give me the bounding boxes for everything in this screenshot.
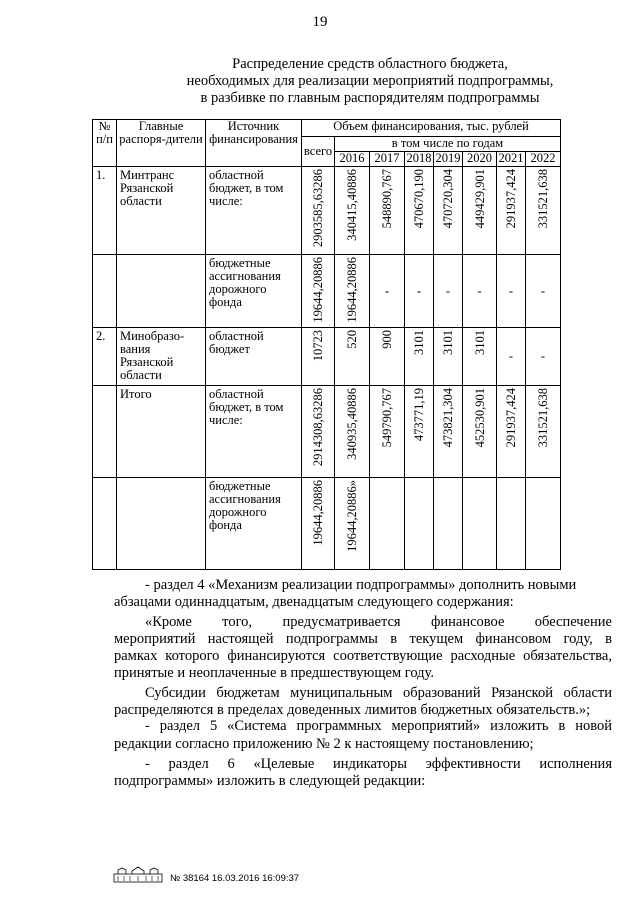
row-year-value: 3101 [412,330,426,355]
paragraph-2-line-1: «Кроме того, предусматривается финансовое обеспечение [145,614,612,630]
page-title [100,56,640,107]
header-year: 2019 [435,151,461,165]
row-source: областной бюджет, в том числе: [206,386,302,478]
row-year-value: 291937,424 [504,388,518,448]
header-managers: Главные распоря-дители [117,120,206,167]
header-year: 2020 [463,152,497,167]
row-year-value: 452530,901 [472,388,487,448]
paragraph-4-line-1: - раздел 5 «Система программных мероприятий» изложить в новой [145,718,612,734]
table-row [93,167,561,255]
row-year-value: 340415,40886 [345,169,359,241]
row-source: бюджетные ассигнования дорожного фонда [206,478,302,570]
row-year-value: 340935,40886 [345,388,359,460]
row-source: областной бюджет, в том числе: [206,167,302,255]
row-year-value: 291937,424 [504,169,518,229]
header-year: 2022 [526,152,561,167]
row-year-value: 331521,638 [536,388,550,448]
row-year-value: - [477,283,482,298]
row-year-value: 548890,767 [380,169,394,229]
header-by-years: в том числе по годам [335,137,561,152]
paragraph-3-line-2: распределяются в пределах доведенных лимитов бюджетных обязательств.»; [114,702,591,718]
paragraph-5-line-1: - раздел 6 «Целевые индикаторы эффективности исполнения [145,756,612,772]
paragraph-1-line-1: - раздел 4 «Механизм реализации подпрограммы» дополнить новыми [145,577,577,593]
row-manager: Минтранс Рязанской области [117,167,206,255]
row-manager: Минобразо-вания Рязанской области [117,328,206,386]
header-num: № п/п [93,120,117,167]
row-num: 2. [93,328,117,386]
paragraph-1-line-2: абзацами одиннадцатым, двенадцатым следующего содержания: [114,594,514,610]
row-manager [117,255,206,328]
row-manager [117,478,206,570]
header-year: 2017 [370,152,405,167]
row-num [93,386,117,478]
header-year: 2018 [406,151,432,165]
row-year-value: 19644,20886» [345,480,359,552]
table-row [93,255,561,328]
paragraph-5-line-2: подпрограммы» изложить в следующей редакции: [114,773,426,789]
table-row [93,386,561,478]
row-year-value: 19644,20886 [345,257,359,323]
row-source: бюджетные ассигнования дорожного фонда [206,255,302,328]
paragraph-3-line-1: Субсидии бюджетам муниципальным образований Рязанской области [145,685,612,701]
row-year-value: - [445,283,451,298]
title-line-1: Распределение средств областного бюджета, [232,56,508,72]
row-total: 19644,20886 [311,257,325,323]
row-year-value: 470720,304 [441,169,455,229]
header-source: Источник финансирования [206,120,302,167]
header-total: всего [302,137,335,167]
row-year-value: - [384,283,390,298]
row-year-value: 473771,19 [412,388,426,442]
header-volume: Объем финансирования, тыс. рублей [302,120,561,137]
row-year-value: 3101 [441,330,455,355]
row-total: 10723 [311,330,325,362]
paragraph-4-line-2: редакции согласно приложению № 2 к настоящему постановлению; [114,736,534,752]
row-num [93,478,117,570]
header-year: 2021 [498,151,524,165]
table-row [93,328,561,386]
row-year-value: 549790,767 [380,388,394,448]
row-year-value: - [540,349,546,363]
row-manager: Итого [117,386,206,478]
row-year-value: 473821,304 [441,388,455,448]
row-year-value: 470670,190 [412,169,426,229]
row-year-value: 449429,901 [472,169,487,229]
row-total: 19644,20886 [311,480,325,546]
paragraph-2-line-4: принятые и неоплаченные в предшествующем году. [114,665,434,681]
row-year-value: - [508,349,514,363]
paragraph-2-line-3: рамках которого финансируются соответствующие расходные обязательства, [114,648,612,664]
row-year-value: 520 [345,330,359,349]
row-num: 1. [93,167,117,255]
table-row [93,478,561,570]
footer [112,866,299,884]
row-year-value: 3101 [472,330,487,355]
header-year: 2016 [335,152,370,167]
row-num [93,255,117,328]
building-logo-icon [112,866,164,884]
row-source: областной бюджет [206,328,302,386]
title-line-3: в разбивке по главным распорядителям подпрограммы [200,90,540,106]
row-year-value: - [508,283,514,298]
row-year-value: - [416,283,422,298]
row-total: 2914308,63286 [311,388,325,467]
registration-stamp: № 38164 16.03.2016 16:09:37 [170,873,300,884]
paragraph-2-line-2: мероприятий настоящей подпрограммы в текущем финансовом году, в [114,631,612,647]
row-year-value: 331521,638 [536,169,550,229]
financing-table [92,119,561,570]
row-year-value: - [540,283,546,298]
row-year-value: 900 [380,330,394,349]
row-total: 2903585,63286 [311,169,325,248]
title-line-2: необходимых для реализации мероприятий подпрограммы, [186,73,554,89]
page-number: 19 [312,14,328,30]
